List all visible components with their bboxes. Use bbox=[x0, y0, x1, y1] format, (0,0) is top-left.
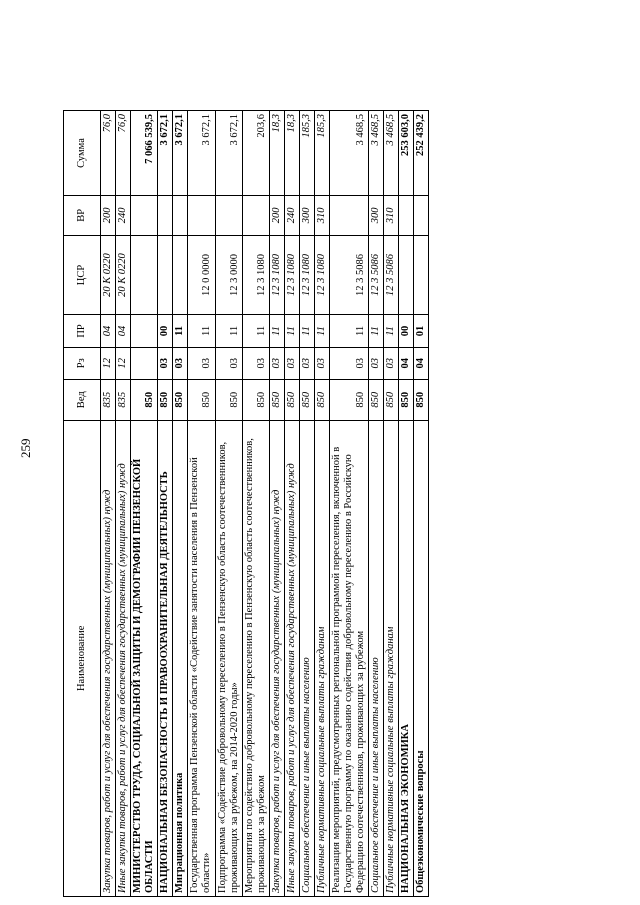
table-row bbox=[188, 111, 215, 897]
cell-rz: 03 bbox=[299, 347, 314, 379]
cell-name: Миграционная политика bbox=[173, 420, 188, 896]
cell-rz: 12 bbox=[101, 347, 116, 379]
cell-ved: 850 bbox=[269, 379, 284, 420]
cell-sum: 252 439,2 bbox=[414, 111, 429, 196]
cell-sum: 18,3 bbox=[269, 111, 284, 196]
cell-sum: 76,0 bbox=[101, 111, 116, 196]
cell-ved: 850 bbox=[188, 379, 215, 420]
cell-pr: 00 bbox=[158, 315, 173, 347]
cell-rz: 03 bbox=[158, 347, 173, 379]
cell-vr: 200 bbox=[101, 195, 116, 235]
cell-vr: 300 bbox=[299, 195, 314, 235]
cell-vr bbox=[215, 195, 242, 235]
cell-name: Социальное обеспечение и иные выплаты населению bbox=[369, 420, 384, 896]
cell-ved: 850 bbox=[399, 379, 414, 420]
cell-rz bbox=[131, 347, 158, 379]
cell-vr bbox=[173, 195, 188, 235]
cell-ved: 850 bbox=[284, 379, 299, 420]
table-row bbox=[369, 111, 384, 897]
cell-vr bbox=[158, 195, 173, 235]
cell-rz: 03 bbox=[384, 347, 399, 379]
column-header-rz: Рз bbox=[64, 347, 101, 379]
cell-vr bbox=[399, 195, 414, 235]
cell-vr bbox=[188, 195, 215, 235]
cell-sum: 3 468,5 bbox=[330, 111, 369, 196]
cell-ved: 835 bbox=[101, 379, 116, 420]
cell-name: Социальное обеспечение и иные выплаты населению bbox=[299, 420, 314, 896]
cell-pr: 11 bbox=[215, 315, 242, 347]
cell-name: МИНИСТЕРСТВО ТРУДА, СОЦИАЛЬНОЙ ЗАЩИТЫ И ДЕМОГРАФИИ ПЕНЗЕНСКОЙ ОБЛАСТИ bbox=[131, 420, 158, 896]
cell-name: Реализация мероприятий, предусмотренных региональной программой переселения, включенной в Государственную программу по оказанию содействия добровольному переселению в Российскую Федерацию соотечественников, проживающих за рубежом bbox=[330, 420, 369, 896]
cell-vr: 200 bbox=[269, 195, 284, 235]
cell-rz: 03 bbox=[215, 347, 242, 379]
cell-pr: 11 bbox=[299, 315, 314, 347]
column-header-pr: ПР bbox=[64, 315, 101, 347]
cell-rz: 03 bbox=[269, 347, 284, 379]
table-header-row bbox=[64, 111, 101, 897]
cell-sum: 203,6 bbox=[242, 111, 269, 196]
cell-rz: 03 bbox=[242, 347, 269, 379]
cell-name: Общеэкономические вопросы bbox=[414, 420, 429, 896]
cell-sum: 3 468,5 bbox=[369, 111, 384, 196]
column-header-sum: Сумма bbox=[64, 111, 101, 196]
cell-ved: 850 bbox=[414, 379, 429, 420]
cell-ved: 850 bbox=[158, 379, 173, 420]
cell-sum: 3 672,1 bbox=[173, 111, 188, 196]
cell-name: НАЦИОНАЛЬНАЯ ЭКОНОМИКА bbox=[399, 420, 414, 896]
cell-pr: 11 bbox=[188, 315, 215, 347]
cell-name: Закупка товаров, работ и услуг для обеспечения государственных (муниципальных) нужд bbox=[101, 420, 116, 896]
cell-ved: 850 bbox=[242, 379, 269, 420]
cell-sum: 185,3 bbox=[314, 111, 329, 196]
cell-pr: 04 bbox=[116, 315, 131, 347]
cell-csr: 12 0 0000 bbox=[188, 235, 215, 315]
cell-rz: 03 bbox=[330, 347, 369, 379]
cell-vr bbox=[242, 195, 269, 235]
cell-vr bbox=[414, 195, 429, 235]
cell-ved: 850 bbox=[173, 379, 188, 420]
cell-rz: 04 bbox=[399, 347, 414, 379]
cell-csr: 12 3 5086 bbox=[369, 235, 384, 315]
budget-table bbox=[63, 110, 429, 897]
cell-ved: 850 bbox=[131, 379, 158, 420]
cell-pr: 01 bbox=[414, 315, 429, 347]
table-row bbox=[215, 111, 242, 897]
cell-sum: 3 468,5 bbox=[384, 111, 399, 196]
cell-ved: 850 bbox=[330, 379, 369, 420]
cell-pr: 11 bbox=[384, 315, 399, 347]
cell-pr: 11 bbox=[330, 315, 369, 347]
table-row bbox=[314, 111, 329, 897]
cell-name: Публичные нормативные социальные выплаты гражданам bbox=[314, 420, 329, 896]
cell-vr: 300 bbox=[369, 195, 384, 235]
cell-sum: 76,0 bbox=[116, 111, 131, 196]
cell-sum: 3 672,1 bbox=[158, 111, 173, 196]
cell-vr bbox=[330, 195, 369, 235]
cell-pr: 11 bbox=[284, 315, 299, 347]
page-number: 259 bbox=[18, 438, 33, 458]
cell-pr: 11 bbox=[269, 315, 284, 347]
table-row bbox=[384, 111, 399, 897]
cell-name: Государственная программа Пензенской области «Содействие занятости населения в Пензенской области» bbox=[188, 420, 215, 896]
cell-ved: 850 bbox=[215, 379, 242, 420]
cell-pr: 00 bbox=[399, 315, 414, 347]
cell-rz: 03 bbox=[284, 347, 299, 379]
cell-ved: 850 bbox=[384, 379, 399, 420]
cell-ved: 850 bbox=[314, 379, 329, 420]
cell-name: Закупка товаров, работ и услуг для обеспечения государственных (муниципальных) нужд bbox=[269, 420, 284, 896]
table-row bbox=[284, 111, 299, 897]
cell-name: Иные закупки товаров, работ и услуг для обеспечения государственных (муниципальных) нужд bbox=[284, 420, 299, 896]
cell-rz: 03 bbox=[173, 347, 188, 379]
table-row bbox=[414, 111, 429, 897]
cell-vr bbox=[131, 195, 158, 235]
cell-csr: 12 3 1080 bbox=[242, 235, 269, 315]
cell-sum: 185,3 bbox=[299, 111, 314, 196]
table-row bbox=[242, 111, 269, 897]
table-row bbox=[173, 111, 188, 897]
cell-ved: 835 bbox=[116, 379, 131, 420]
cell-csr: 12 3 1080 bbox=[314, 235, 329, 315]
table-row bbox=[158, 111, 173, 897]
cell-pr: 11 bbox=[173, 315, 188, 347]
cell-csr: 20 К 0220 bbox=[116, 235, 131, 315]
table-row bbox=[116, 111, 131, 897]
table-row bbox=[131, 111, 158, 897]
cell-rz: 12 bbox=[116, 347, 131, 379]
cell-name: НАЦИОНАЛЬНАЯ БЕЗОПАСНОСТЬ И ПРАВООХРАНИТЕЛЬНАЯ ДЕЯТЕЛЬНОСТЬ bbox=[158, 420, 173, 896]
table-row bbox=[101, 111, 116, 897]
table-row bbox=[299, 111, 314, 897]
column-header-vr: ВР bbox=[64, 195, 101, 235]
cell-csr: 12 3 5086 bbox=[384, 235, 399, 315]
cell-pr bbox=[131, 315, 158, 347]
cell-csr: 12 3 1080 bbox=[299, 235, 314, 315]
cell-csr: 12 3 1080 bbox=[269, 235, 284, 315]
cell-csr bbox=[158, 235, 173, 315]
cell-pr: 04 bbox=[101, 315, 116, 347]
cell-csr bbox=[414, 235, 429, 315]
cell-rz: 04 bbox=[414, 347, 429, 379]
table-body bbox=[101, 111, 429, 897]
cell-ved: 850 bbox=[369, 379, 384, 420]
cell-sum: 3 672,1 bbox=[188, 111, 215, 196]
cell-vr: 310 bbox=[314, 195, 329, 235]
cell-pr: 11 bbox=[369, 315, 384, 347]
cell-vr: 240 bbox=[284, 195, 299, 235]
cell-sum: 7 066 539,5 bbox=[131, 111, 158, 196]
cell-name: Мероприятия по содействию добровольному переселению в Пензенскую область соотечественников, проживающих за рубежом bbox=[242, 420, 269, 896]
column-header-csr: ЦСР bbox=[64, 235, 101, 315]
cell-sum: 18,3 bbox=[284, 111, 299, 196]
cell-csr: 12 3 0000 bbox=[215, 235, 242, 315]
cell-csr bbox=[399, 235, 414, 315]
table-row bbox=[269, 111, 284, 897]
cell-name: Подпрограмма «Содействие добровольному переселению в Пензенскую область соотечественников, проживающих за рубежом, на 2014-2020 годы» bbox=[215, 420, 242, 896]
cell-vr: 240 bbox=[116, 195, 131, 235]
cell-name: Публичные нормативные социальные выплаты гражданам bbox=[384, 420, 399, 896]
cell-sum: 3 672,1 bbox=[215, 111, 242, 196]
cell-rz: 03 bbox=[369, 347, 384, 379]
cell-csr: 12 3 1080 bbox=[284, 235, 299, 315]
cell-csr bbox=[131, 235, 158, 315]
cell-ved: 850 bbox=[299, 379, 314, 420]
cell-sum: 253 603,0 bbox=[399, 111, 414, 196]
cell-name: Иные закупки товаров, работ и услуг для обеспечения государственных (муниципальных) нужд bbox=[116, 420, 131, 896]
table-row bbox=[399, 111, 414, 897]
cell-csr: 20 К 0220 bbox=[101, 235, 116, 315]
column-header-name: Наименование bbox=[64, 420, 101, 896]
column-header-ved: Вед bbox=[64, 379, 101, 420]
table-row bbox=[330, 111, 369, 897]
cell-pr: 11 bbox=[242, 315, 269, 347]
cell-pr: 11 bbox=[314, 315, 329, 347]
cell-rz: 03 bbox=[188, 347, 215, 379]
cell-csr bbox=[173, 235, 188, 315]
cell-vr: 310 bbox=[384, 195, 399, 235]
cell-csr: 12 3 5086 bbox=[330, 235, 369, 315]
cell-rz: 03 bbox=[314, 347, 329, 379]
